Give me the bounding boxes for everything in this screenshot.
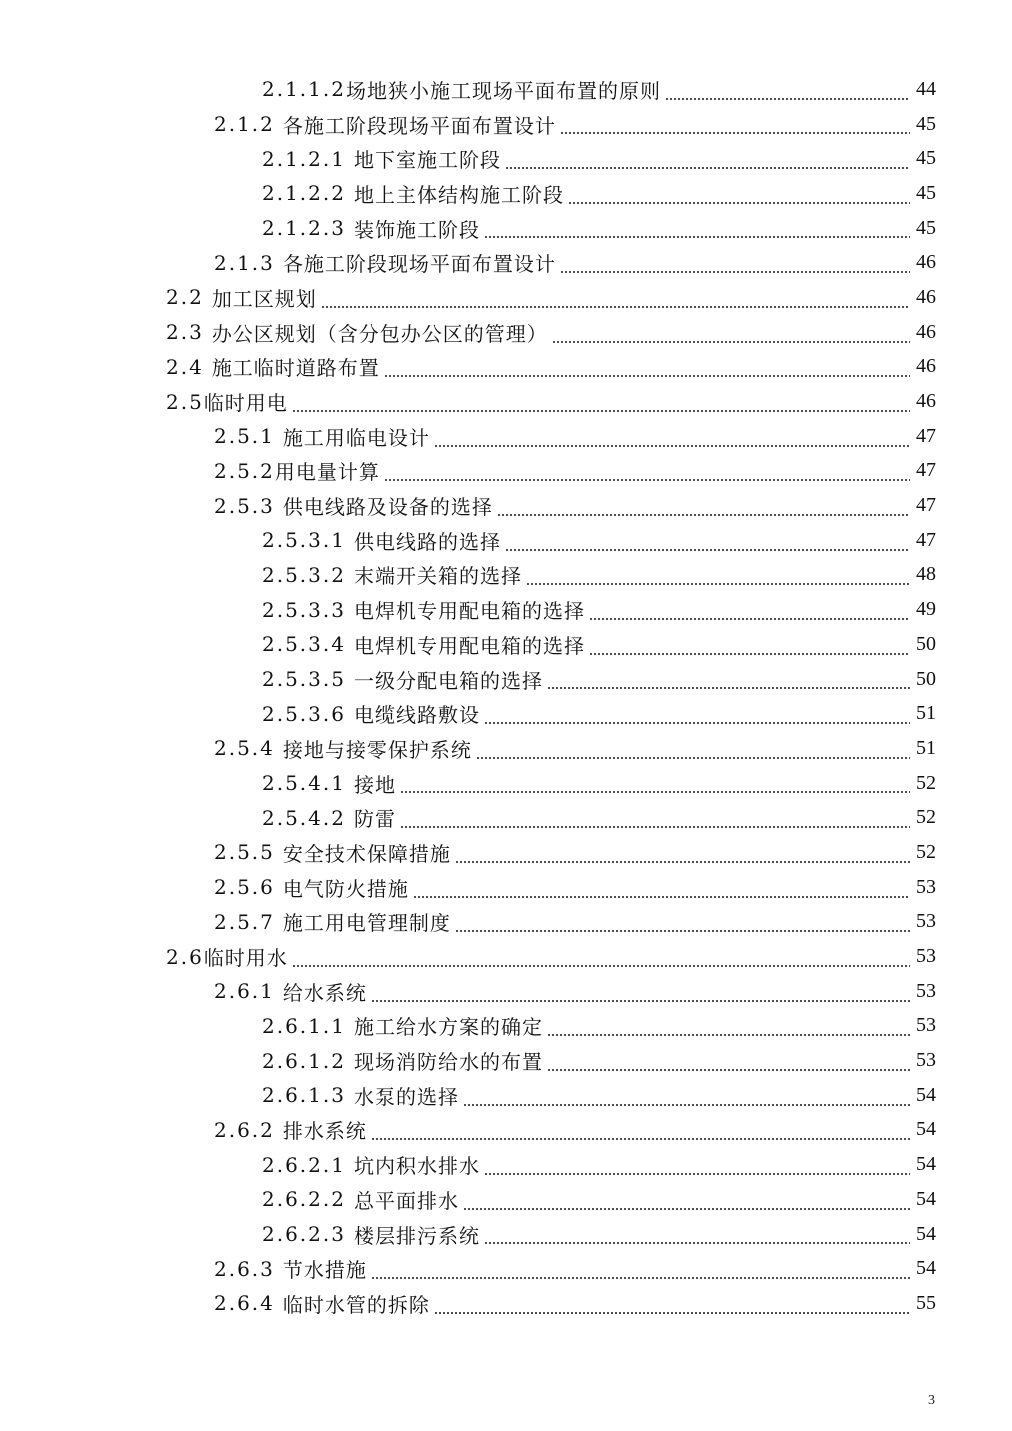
toc-entry[interactable] — [0, 905, 936, 940]
dot-leader — [292, 950, 910, 968]
toc-entry-number: 2.5.7 — [214, 909, 275, 934]
toc-entry[interactable] — [0, 1113, 936, 1148]
toc-entry-title: 施工临时道路布置 — [211, 356, 380, 381]
toc-entry-page: 52 — [916, 771, 936, 794]
toc-entry-page: 53 — [916, 875, 936, 898]
dot-leader — [476, 742, 910, 760]
toc-entry-number: 2.6.2.1 — [262, 1152, 346, 1177]
toc-entry-title: 楼层排污系统 — [353, 1223, 480, 1248]
toc-entry-number: 2.6 — [166, 944, 204, 969]
toc-entry-number: 2.5.4.2 — [262, 805, 346, 830]
dot-leader — [547, 672, 910, 690]
dot-leader — [463, 1089, 910, 1107]
toc-entry-title: 末端开关箱的选择 — [353, 564, 522, 589]
toc-entry-page: 54 — [916, 1153, 936, 1176]
dot-leader — [484, 707, 910, 725]
toc-entry-number: 2.6.2.3 — [262, 1222, 346, 1247]
toc-entry-page: 52 — [916, 806, 936, 829]
toc-entry-page: 45 — [916, 216, 936, 239]
toc-entry-number: 2.3 — [166, 320, 204, 345]
toc-entry-page: 49 — [916, 598, 936, 621]
toc-entry-number: 2.5.1 — [214, 424, 275, 449]
toc-entry-number: 2.5.3.4 — [262, 632, 346, 657]
dot-leader — [321, 291, 910, 309]
toc-entry[interactable] — [0, 870, 936, 905]
toc-entry[interactable] — [0, 454, 936, 489]
toc-entry-number: 2.5.3.2 — [262, 562, 346, 587]
toc-entry-page: 54 — [916, 1222, 936, 1245]
toc-entry-number: 2.1.1.2 — [262, 77, 346, 102]
dot-leader — [371, 1262, 910, 1280]
toc-entry-title: 给水系统 — [282, 980, 367, 1005]
toc-entry-number: 2.6.2.2 — [262, 1187, 346, 1212]
toc-entry[interactable] — [0, 800, 936, 835]
toc-entry[interactable] — [0, 523, 936, 558]
toc-entry-page: 54 — [916, 1187, 936, 1210]
toc-entry-page: 51 — [916, 702, 936, 725]
toc-entry[interactable] — [0, 176, 936, 211]
dot-leader — [484, 1227, 910, 1245]
toc-entry[interactable] — [0, 488, 936, 523]
toc-entry-title: 现场消防给水的布置 — [353, 1050, 543, 1075]
toc-entry[interactable] — [0, 627, 936, 662]
dot-leader — [413, 881, 910, 899]
toc-entry-title: 接地 — [353, 772, 396, 797]
toc-entry[interactable] — [0, 1078, 936, 1113]
toc-entry-title: 地下室施工阶段 — [353, 148, 501, 173]
toc-entry-title: 临时用水 — [203, 946, 288, 971]
toc-entry[interactable] — [0, 1009, 936, 1044]
toc-entry-number: 2.6.1.3 — [262, 1083, 346, 1108]
toc-entry[interactable] — [0, 419, 936, 454]
toc-entry-page: 54 — [916, 1118, 936, 1141]
toc-entry-title: 节水措施 — [282, 1258, 367, 1283]
toc-entry[interactable] — [0, 211, 936, 246]
dot-leader — [484, 1158, 910, 1176]
dot-leader — [560, 256, 910, 274]
toc-entry-title: 加工区规划 — [211, 286, 317, 311]
toc-entry-number: 2.5.4.1 — [262, 771, 346, 796]
toc-entry-title: 施工用电管理制度 — [282, 911, 451, 936]
toc-entry-page: 45 — [916, 181, 936, 204]
toc-entry[interactable] — [0, 1217, 936, 1252]
toc-entry[interactable] — [0, 939, 936, 974]
toc-entry-title: 地上主体结构施工阶段 — [353, 182, 564, 207]
toc-entry[interactable] — [0, 974, 936, 1009]
toc-entry[interactable] — [0, 835, 936, 870]
toc-entry-title: 排水系统 — [282, 1119, 367, 1144]
toc-entry[interactable] — [0, 315, 936, 350]
toc-entry-number: 2.5.6 — [214, 875, 275, 900]
dot-leader — [552, 326, 910, 344]
toc-entry[interactable] — [0, 592, 936, 627]
toc-entry-number: 2.1.2 — [214, 112, 275, 137]
toc-entry-number: 2.5.5 — [214, 840, 275, 865]
toc-entry-page: 51 — [916, 736, 936, 759]
toc-entry-page: 46 — [916, 285, 936, 308]
dot-leader — [463, 1193, 910, 1211]
toc-entry-page: 53 — [916, 1049, 936, 1072]
toc-entry[interactable] — [0, 1286, 936, 1321]
dot-leader — [547, 1054, 910, 1072]
toc-entry-page: 50 — [916, 632, 936, 655]
toc-entry[interactable] — [0, 662, 936, 697]
dot-leader — [589, 603, 910, 621]
toc-entry-number: 2.1.2.3 — [262, 216, 346, 241]
toc-entry-number: 2.4 — [166, 354, 204, 379]
toc-entry-number: 2.6.1.2 — [262, 1048, 346, 1073]
toc-entry-page: 46 — [916, 320, 936, 343]
toc-entry-page: 54 — [916, 1257, 936, 1280]
toc-entry-title: 临时水管的拆除 — [282, 1292, 430, 1317]
toc-entry-page: 47 — [916, 494, 936, 517]
toc-entry-page: 53 — [916, 945, 936, 968]
toc-entry-page: 54 — [916, 1083, 936, 1106]
toc-entry[interactable] — [0, 1251, 936, 1286]
toc-entry-number: 2.5 — [166, 389, 204, 414]
toc-entry-number: 2.6.3 — [214, 1256, 275, 1281]
toc-entry[interactable] — [0, 1182, 936, 1217]
toc-entry[interactable] — [0, 731, 936, 766]
toc-entry-title: 总平面排水 — [353, 1188, 459, 1213]
toc-entry-number: 2.5.3 — [214, 493, 275, 518]
toc-entry-title: 办公区规划（含分包办公区的管理） — [211, 321, 548, 346]
dot-leader — [384, 360, 910, 378]
toc-entry-page: 45 — [916, 112, 936, 135]
dot-leader — [497, 499, 910, 517]
toc-entry-number: 2.5.4 — [214, 736, 275, 761]
toc-entry[interactable] — [0, 280, 936, 315]
toc-entry[interactable] — [0, 1147, 936, 1182]
dot-leader — [505, 534, 910, 552]
toc-entry[interactable] — [0, 107, 936, 142]
toc-entry-number: 2.5.3.6 — [262, 701, 346, 726]
toc-entry-number: 2.6.1.1 — [262, 1013, 346, 1038]
dot-leader — [568, 187, 910, 205]
toc-entry-page: 47 — [916, 424, 936, 447]
dot-leader — [505, 152, 910, 170]
toc-entry-page: 48 — [916, 563, 936, 586]
dot-leader — [526, 568, 910, 586]
dot-leader — [484, 221, 910, 239]
toc-entry-title: 供电线路的选择 — [353, 529, 501, 554]
toc-entry-title: 各施工阶段现场平面布置设计 — [282, 113, 556, 138]
toc-entry-title: 电缆线路敷设 — [353, 703, 480, 728]
toc-entry[interactable] — [0, 350, 936, 385]
toc-entry-title: 防雷 — [353, 807, 396, 832]
dot-leader — [434, 430, 910, 448]
toc-entry-title: 装饰施工阶段 — [353, 217, 480, 242]
toc-entry-title: 电焊机专用配电箱的选择 — [353, 599, 585, 624]
dot-leader — [371, 985, 910, 1003]
toc-entry-page: 50 — [916, 667, 936, 690]
toc-entry-title: 临时用电 — [203, 391, 288, 416]
toc-entry-number: 2.5.2 — [214, 458, 275, 483]
dot-leader — [560, 117, 910, 135]
toc-entry-page: 46 — [916, 251, 936, 274]
toc-entry-title: 一级分配电箱的选择 — [353, 668, 543, 693]
toc-entry-page: 53 — [916, 979, 936, 1002]
dot-leader — [455, 846, 910, 864]
toc-entry-title: 电焊机专用配电箱的选择 — [353, 633, 585, 658]
toc-entry-page: 53 — [916, 910, 936, 933]
toc-entry-title: 用电量计算 — [274, 460, 380, 485]
toc-entry-number: 2.1.2.1 — [262, 146, 346, 171]
toc-entry-title: 坑内积水排水 — [353, 1154, 480, 1179]
toc-entry[interactable] — [0, 72, 936, 107]
toc-entry-page: 52 — [916, 840, 936, 863]
toc-entry-page: 47 — [916, 459, 936, 482]
toc-entry-title: 各施工阶段现场平面布置设计 — [282, 252, 556, 277]
toc-entry[interactable] — [0, 696, 936, 731]
toc-entry-title: 施工用临电设计 — [282, 425, 430, 450]
toc-entry-number: 2.1.3 — [214, 250, 275, 275]
toc-entry-title: 安全技术保障措施 — [282, 841, 451, 866]
dot-leader — [400, 776, 910, 794]
toc-entry-title: 施工给水方案的确定 — [353, 1015, 543, 1040]
dot-leader — [455, 915, 910, 933]
toc-entry-page: 53 — [916, 1014, 936, 1037]
toc-entry-page: 46 — [916, 355, 936, 378]
toc-entry-title: 水泵的选择 — [353, 1084, 459, 1109]
toc-entry-title: 场地狭小施工现场平面布置的原则 — [345, 78, 661, 103]
toc-entry[interactable] — [0, 766, 936, 801]
toc-entry-number: 2.5.3.5 — [262, 667, 346, 692]
toc-entry-page: 55 — [916, 1291, 936, 1314]
toc-entry[interactable] — [0, 384, 936, 419]
dot-leader — [547, 1019, 910, 1037]
toc-entry-number: 2.6.1 — [214, 979, 275, 1004]
dot-leader — [400, 811, 910, 829]
dot-leader — [665, 83, 910, 101]
toc-entry[interactable] — [0, 141, 936, 176]
dot-leader — [589, 638, 910, 656]
dot-leader — [434, 1297, 910, 1315]
dot-leader — [292, 395, 910, 413]
toc-entry-number: 2.1.2.2 — [262, 181, 346, 206]
toc-entry[interactable] — [0, 245, 936, 280]
toc-entry-number: 2.6.2 — [214, 1117, 275, 1142]
toc-entry-title: 供电线路及设备的选择 — [282, 495, 493, 520]
toc-entry-number: 2.2 — [166, 285, 204, 310]
toc-entry-title: 接地与接零保护系统 — [282, 737, 472, 762]
dot-leader — [371, 1123, 910, 1141]
toc-entry-page: 47 — [916, 528, 936, 551]
toc-entry-number: 2.5.3.3 — [262, 597, 346, 622]
dot-leader — [384, 464, 910, 482]
toc-entry-number: 2.5.3.1 — [262, 528, 346, 553]
toc-entry-number: 2.6.4 — [214, 1291, 275, 1316]
toc-entry[interactable] — [0, 558, 936, 593]
toc-entry-page: 45 — [916, 147, 936, 170]
toc-entry-title: 电气防火措施 — [282, 876, 409, 901]
toc-entry-page: 46 — [916, 390, 936, 413]
table-of-contents — [0, 72, 1012, 1321]
toc-entry-page: 44 — [916, 77, 936, 100]
page-number: 3 — [928, 1393, 935, 1408]
toc-entry[interactable] — [0, 1043, 936, 1078]
